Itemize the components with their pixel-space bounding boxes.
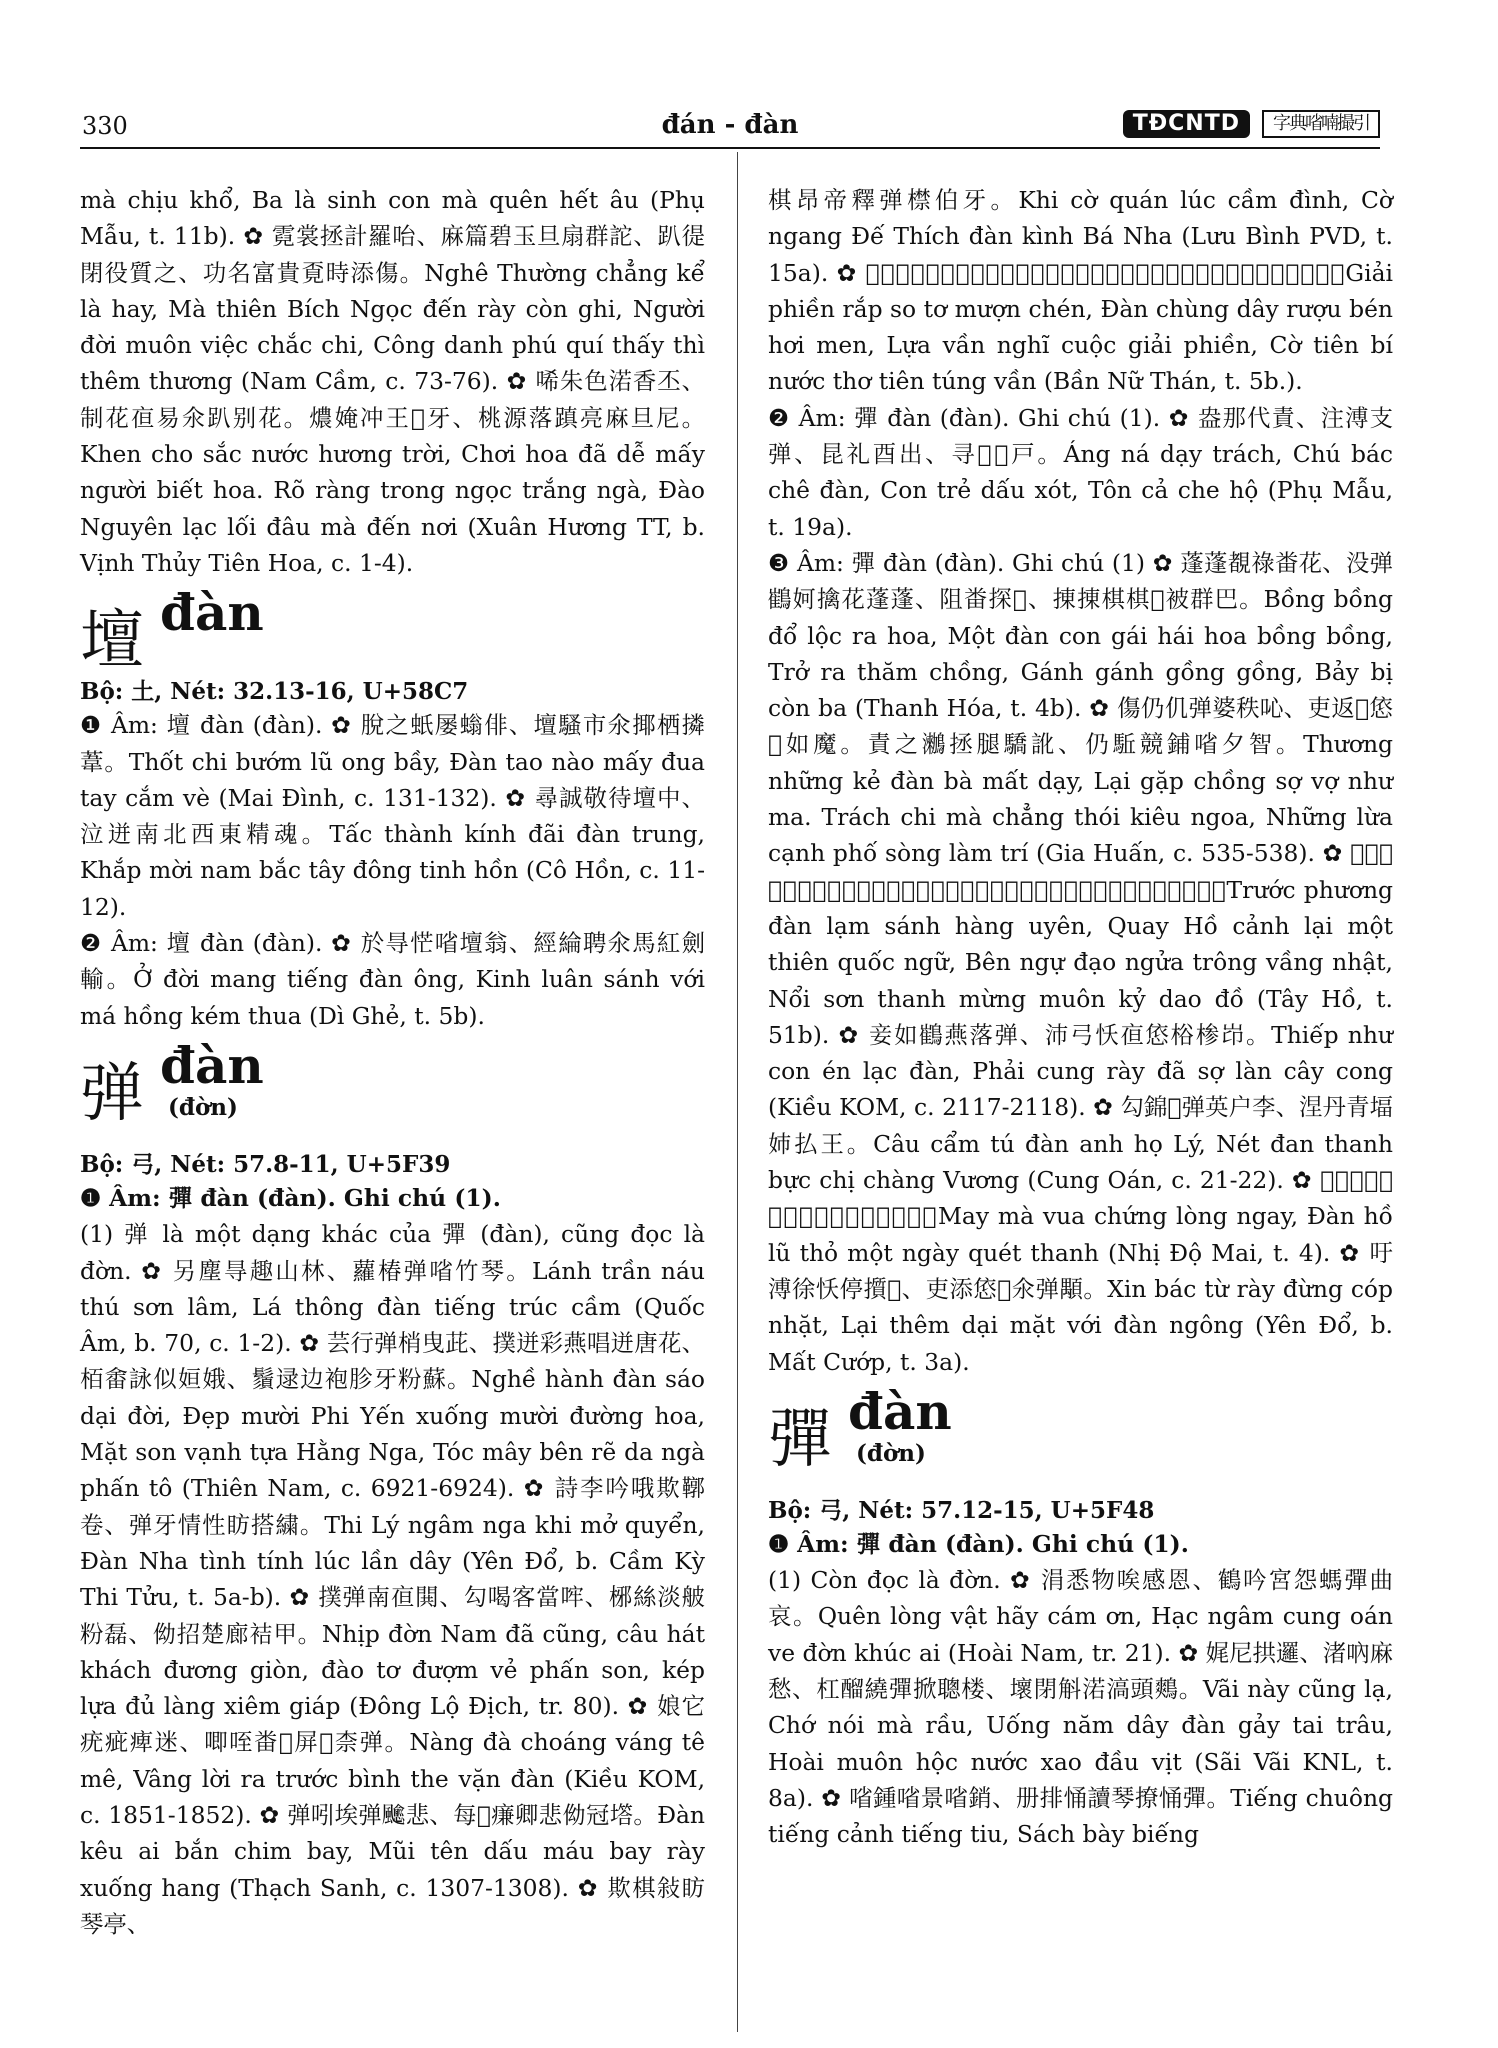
column-divider xyxy=(737,152,738,2032)
headword-meta: Bộ: 土, Nét: 32.13-16, U+58C7 xyxy=(80,678,469,706)
sense-3: ❸ Âm: 彈 đàn (đàn). Ghi chú (1) ✿ 蓬蓬覩祿畨花、没弹䳽妸擒花蓬蓬、阻畨探𨀈、㨂㨂棋棋𡎝被群巴。Bồng bồng đổ lộc ra hoa, Một đàn con gái hái hoa bồng bồng, Trở ra thăm chồng, Gánh gánh gồng gồng, Bảy bị còn ba (Thanh Hóa, t. 4b). ✿ 傷仍仉弹婆秩吣、吏返𨀈㥋𡟫如魔。責之𪆵拯腿驕訛、仍駈競鋪㗂夕智。Thương những kẻ đàn bà mất dạy, Lại gặp chồng sợ vợ như ma. Trách chi mà chẳng thói kiêu ngoa, Những lừa cạnh phố sòng làm trí (Gia Huấn, c. 535-538). ✿ 𩈘芳弹𤄶聘行鴦、揀湖景吏沒篇國語、邊御道𡓇𩇢彙日、淫山聲惻闖紀瑤圖。Trước phương đàn lạm sánh hàng uyên, Quay Hồ cảnh lại một thiên quốc ngữ, Bên ngự đạo ngửa trông vầng nhật, Nổi sơn thanh mừng muôn kỷ dao đồ (Tây Hồ, t. 51b). ✿ 妾如䳽燕落弹、沛弓㤇亱㥋㭲椮岇。Thiếp như con én lạc đàn, Phải cung rày đã sợ làn cây cong (Kiều KOM, c. 2117-2118). ✿ 勾錦𦁀弹英户李、涅丹青堛姉払王。Câu cẩm tú đàn anh họ Lý, Nét đan thanh bực chị chàng Vương (Cung Oán, c. 21-22). ✿ 𡗶𪆵希証悉𦝄、弹狐屡兔没𣅶抉清。May mà vua chứng lòng ngay, Đàn hồ lũ thỏ một ngày quét thanh (Nhị Độ Mai, t. 4). ✿ 吁溥徐㤇停㩫𥿗、吏添㥋𨢇氽弹顒。Xin bác từ rày đừng cóp nhặt, Lại thêm dại mặt với đàn ngông (Yên Đổ, b. Mất Cướp, t. 3a). xyxy=(768,548,1393,1376)
left-column xyxy=(80,182,705,1942)
sense-2: ❷ Âm: 壇 đàn (đàn). ✿ 於㝵恾㗂壇翁、經綸聘氽馬紅劍輸。Ở đời mang tiếng đàn ông, Kinh luân sánh với má hồng kém thua (Dì Ghẻ, t. 5b). xyxy=(80,929,705,1030)
right-column xyxy=(768,182,1393,1852)
dictionary-logo: 字典㗂喃撮引 xyxy=(1262,110,1380,138)
headword-reading: đàn xyxy=(160,583,264,643)
headword-block xyxy=(80,1035,705,1150)
headword-block xyxy=(768,1381,1393,1496)
sense-1: ❶ Âm: 彈 đàn (đàn). Ghi chú (1). xyxy=(80,1183,501,1212)
headword-reading: đàn xyxy=(848,1381,952,1441)
continued-paragraph: 棋昂帝釋弹㯲伯牙。Khi cờ quán lúc cầm đình, Cờ ngang Đế Thích đàn kình Bá Nha (Lưu Bình PVD, t. 15a). ✿ 𧼋煩泣摋絲慢㵢、弹重繞醖㷋唏眠、攄韻扚局𧼋煩、棋仙秘渃詩仙縱韻。Giải phiền rắp so tơ mượn chén, Đàn chùng dây rượu bén hơi men, Lựa vần nghĩ cuộc giải phiền, Cờ tiên bí nước thơ tiên túng vần (Bần Nữ Thán, t. 5b.). xyxy=(768,186,1393,396)
headword-block xyxy=(80,585,705,677)
headword-character: 壇 xyxy=(80,604,144,679)
note-1: (1) 弹 là một dạng khác của 彈 (đàn), cũng đọc là đờn. ✿ 另塵㝵趣山林、蘿椿弹㗂竹琴。Lánh trần náu thú sơn lâm, Lá thông đàn tiếng trúc cầm (Quốc Âm, b. 70, c. 1-2). ✿ 芸行弹梢曳茈、撲迸彩燕唱迸唐花、栢畬詠似姮娥、鬚逯边袍胗牙粉蘇。Nghề hành đàn sáo dại đời, Đẹp mười Phi Yến xuống mười đường hoa, Mặt son vạnh tựa Hằng Nga, Tóc mây bên rẽ da ngà phấn tô (Thiên Nam, c. 6921-6924). ✿ 詩李吟哦欺鞹卷、弹牙情性眆搭繍。Thi Lý ngâm nga khi mở quyển, Đàn Nha tình tính lúc lần dây (Yên Đổ, b. Cầm Kỳ Thi Tửu, t. 5a-b). ✿ 撲弹南亱閧、勾喝客當哰、㭨絲淡𦨭粉磊、㑃招楚廊袺甲。Nhịp đờn Nam đã cũng, câu hát khách đương giòn, đào tơ đượm vẻ phấn son, kép lựa đủ làng xiêm giáp (Đông Lộ Địch, tr. 80). ✿ 娘它疣疵痺迷、唧咥畨𦘧屏𦀺柰弹。Nàng đà choáng váng tê mê, Vâng lời ra trước bình the vặn đàn (Kiều KOM, c. 1851-1852). ✿ 弹吲埃弹𩙍悲、每𥯎㾾卿悲㑃冠㙮。Đàn kêu ai bắn chim bay, Mũi tên dấu máu bay rày xuống hang (Thạch Sanh, c. 1307-1308). ✿ 欺棋敍眆琴亭、 xyxy=(80,1220,705,1938)
page-number: 330 xyxy=(82,112,128,140)
headword-character: 弹 xyxy=(80,1056,144,1131)
sense-2: ❷ Âm: 彈 đàn (đàn). Ghi chú (1). ✿ 盎那代責、注溥支弹、昆礼酉出、寻𡢐𤕔戸。Áng ná dạy trách, Chú bác chê đàn, Con trẻ dấu xót, Tôn cả che hộ (Phụ Mẫu, t. 19a). xyxy=(768,403,1393,541)
headword-alt-reading: (đờn) xyxy=(856,1439,926,1467)
note-1: (1) Còn đọc là đờn. ✿ 涓悉物唉感恩、鶴吟宮怨螞彈曲哀。Quên lòng vật hãy cám ơn, Hạc ngâm cung oán ve đờn khúc ai (Hoài Nam, tr. 21). ✿ 娓尼拱邏、渚吶麻愁、杠𨢇繞彈掀聰楼、壞閉斛渃滈頭鷞。Vãi này cũng lạ, Chớ nói mà rầu, Uống năm dây đàn gảy tai trâu, Hoài muôn hộc nước xao đầu vịt (Sãi Vãi KNL, t. 8a). ✿ 㗂鍾㗂景㗂銷、册排悀讀琴撩悀彈。Tiếng chuông tiếng cảnh tiếng tiu, Sách bày biếng xyxy=(768,1566,1393,1849)
publisher-logo: TĐCNTD xyxy=(1123,110,1250,138)
headword-meta: Bộ: 弓, Nét: 57.12-15, U+5F48 xyxy=(768,1496,1155,1524)
headword-meta: Bộ: 弓, Nét: 57.8-11, U+5F39 xyxy=(80,1150,451,1178)
header-rule xyxy=(80,147,1380,149)
sense-1: ❶ Âm: 彈 đàn (đàn). Ghi chú (1). xyxy=(768,1529,1189,1558)
sense-1: ❶ Âm: 壇 đàn (đàn). ✿ 脫之蚔屡螉俳、壇騷市氽揶栖撛葦。Thốt chi bướm lũ ong bầy, Đàn tao nào mấy đua tay cắm vè (Mai Đình, c. 131-132). ✿ 尋誠敬待壇中、泣迸南北西東精魂。Tấc thành kính đãi đàn trung, Khắp mời nam bắc tây đông tinh hồn (Cô Hồn, c. 11-12). xyxy=(80,711,705,921)
page-header xyxy=(80,110,1380,144)
headword-reading: đàn xyxy=(160,1035,264,1095)
headword-alt-reading: (đờn) xyxy=(168,1093,238,1121)
headword-character: 彈 xyxy=(768,1402,832,1477)
running-title: đán - đàn xyxy=(661,110,799,140)
continued-paragraph: mà chịu khổ, Ba là sinh con mà quên hết âu (Phụ Mẫu, t. 11b). ✿ 霓裳拯計羅咍、麻篇碧玉旦扇群詑、趴徥閉役質之、功名富貴覔時添傷。Nghê Thường chẳng kể là hay, Mà thiên Bích Ngọc đến rày còn ghi, Người đời muôn việc chắc chi, Công danh phú quí thấy thì thêm thương (Nam Cầm, c. 73-76). ✿ 唏朱色渃香丕、制花亱易氽趴别花。燶㛪冲王𡍟牙、桃源落蹎亮麻旦尼。Khen cho sắc nước hương trời, Chơi hoa đã dễ mấy người biết hoa. Rõ ràng trong ngọc trắng ngà, Đào Nguyên lạc lối đâu mà đến nơi (Xuân Hương TT, b. Vịnh Thủy Tiên Hoa, c. 1-4). xyxy=(80,186,705,577)
